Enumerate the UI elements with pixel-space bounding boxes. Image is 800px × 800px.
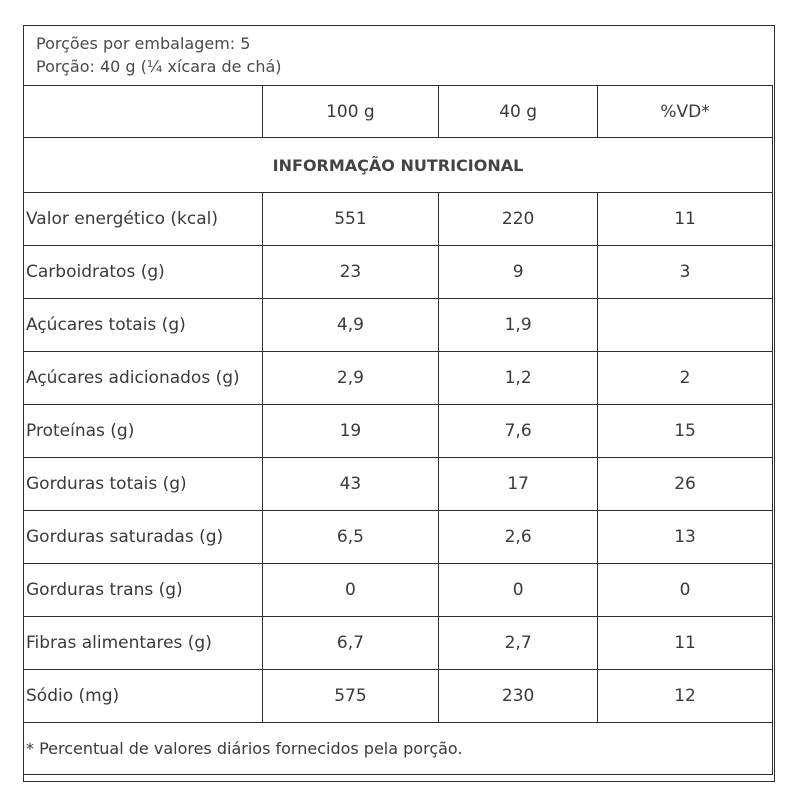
value-vd: 26: [598, 458, 773, 511]
nutrient-label: Gorduras saturadas (g): [24, 511, 263, 564]
nutrient-label: Carboidratos (g): [24, 246, 263, 299]
table-title: INFORMAÇÃO NUTRICIONAL: [24, 138, 773, 193]
nutrition-table: [23, 85, 773, 775]
nutrient-label: Proteínas (g): [24, 405, 263, 458]
value-40g: 230: [439, 670, 598, 723]
column-header-row: [24, 86, 773, 138]
value-40g: 1,9: [439, 299, 598, 352]
value-40g: 9: [439, 246, 598, 299]
value-100g: 575: [262, 670, 439, 723]
value-100g: 6,7: [262, 617, 439, 670]
portion-size: Porção: 40 g (¼ xícara de chá): [36, 57, 282, 76]
value-vd: 11: [598, 617, 773, 670]
value-40g: 2,6: [439, 511, 598, 564]
serving-info: [36, 32, 282, 78]
value-100g: 6,5: [262, 511, 439, 564]
column-header-100g: 100 g: [262, 86, 439, 138]
value-100g: 2,9: [262, 352, 439, 405]
value-100g: 551: [262, 193, 439, 246]
column-header-40g: 40 g: [439, 86, 598, 138]
table-row: [24, 405, 773, 458]
table-row: [24, 564, 773, 617]
value-40g: 0: [439, 564, 598, 617]
value-vd: 12: [598, 670, 773, 723]
footnote-row: [24, 723, 773, 775]
footnote: * Percentual de valores diários fornecidos pela porção.: [24, 723, 773, 775]
nutrient-label: Valor energético (kcal): [24, 193, 263, 246]
table-row: [24, 670, 773, 723]
nutrient-label: Fibras alimentares (g): [24, 617, 263, 670]
servings-per-package: Porções por embalagem: 5: [36, 34, 251, 53]
value-40g: 7,6: [439, 405, 598, 458]
value-40g: 220: [439, 193, 598, 246]
table-row: [24, 511, 773, 564]
nutrient-label: Gorduras trans (g): [24, 564, 263, 617]
nutrient-label: Açúcares adicionados (g): [24, 352, 263, 405]
nutrition-facts-panel: [23, 25, 775, 782]
value-vd: 13: [598, 511, 773, 564]
column-header-label: [24, 86, 263, 138]
value-vd: 3: [598, 246, 773, 299]
table-row: [24, 246, 773, 299]
value-vd: [598, 299, 773, 352]
nutrient-label: Gorduras totais (g): [24, 458, 263, 511]
value-100g: 23: [262, 246, 439, 299]
nutrient-label: Açúcares totais (g): [24, 299, 263, 352]
value-vd: 0: [598, 564, 773, 617]
value-vd: 15: [598, 405, 773, 458]
value-vd: 11: [598, 193, 773, 246]
column-header-vd: %VD*: [598, 86, 773, 138]
value-40g: 1,2: [439, 352, 598, 405]
table-row: [24, 299, 773, 352]
value-100g: 4,9: [262, 299, 439, 352]
value-100g: 43: [262, 458, 439, 511]
table-row: [24, 617, 773, 670]
value-100g: 0: [262, 564, 439, 617]
value-100g: 19: [262, 405, 439, 458]
table-title-row: [24, 138, 773, 193]
table-row: [24, 458, 773, 511]
value-40g: 2,7: [439, 617, 598, 670]
table-row: [24, 193, 773, 246]
table-row: [24, 352, 773, 405]
nutrient-label: Sódio (mg): [24, 670, 263, 723]
value-vd: 2: [598, 352, 773, 405]
value-40g: 17: [439, 458, 598, 511]
